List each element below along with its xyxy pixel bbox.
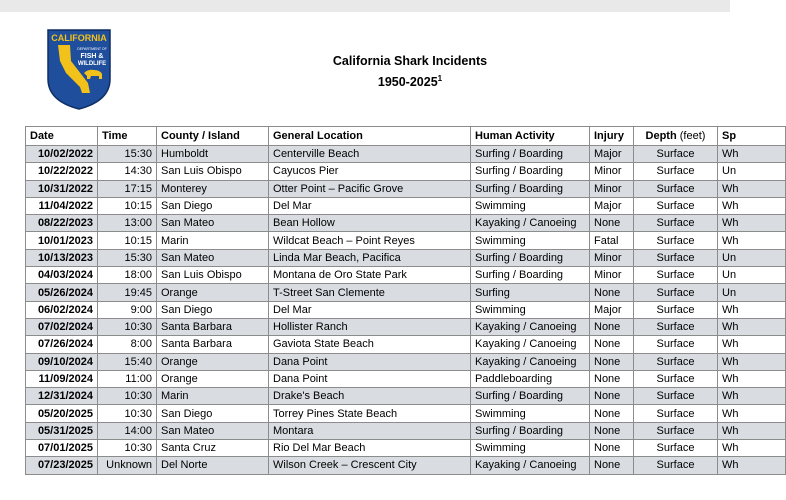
table-body: [26, 146, 786, 475]
cell-county: San Diego: [157, 405, 269, 422]
logo-title-text: CALIFORNIA: [51, 33, 107, 43]
cell-time: 15:30: [98, 146, 157, 163]
cell-location: Montana de Oro State Park: [269, 267, 471, 284]
cell-species: Wh: [718, 215, 786, 232]
cell-time: 10:30: [98, 318, 157, 335]
cell-activity: Swimming: [471, 440, 590, 457]
cell-activity: Swimming: [471, 197, 590, 214]
cell-activity: Kayaking / Canoeing: [471, 457, 590, 474]
cell-depth: Surface: [634, 457, 718, 474]
cell-injury: None: [590, 318, 634, 335]
cell-species: Wh: [718, 146, 786, 163]
cell-date: 05/20/2025: [26, 405, 98, 422]
cell-time: 13:00: [98, 215, 157, 232]
cell-depth: Surface: [634, 301, 718, 318]
cell-date: 07/02/2024: [26, 318, 98, 335]
table-row: [26, 457, 786, 474]
cell-injury: Minor: [590, 267, 634, 284]
cell-date: 10/13/2023: [26, 249, 98, 266]
cell-injury: None: [590, 336, 634, 353]
cell-depth: Surface: [634, 146, 718, 163]
table-header-row: [26, 127, 786, 146]
cell-date: 09/10/2024: [26, 353, 98, 370]
table-row: [26, 422, 786, 439]
cell-injury: None: [590, 215, 634, 232]
cell-activity: Surfing / Boarding: [471, 146, 590, 163]
cell-injury: Major: [590, 146, 634, 163]
cell-injury: Minor: [590, 249, 634, 266]
cell-species: Wh: [718, 353, 786, 370]
cell-activity: Surfing / Boarding: [471, 249, 590, 266]
cell-injury: Major: [590, 301, 634, 318]
cell-activity: Kayaking / Canoeing: [471, 336, 590, 353]
cell-date: 10/02/2022: [26, 146, 98, 163]
cell-activity: Swimming: [471, 405, 590, 422]
cell-time: 9:00: [98, 301, 157, 318]
top-toolbar-strip: [0, 0, 730, 12]
cell-depth: Surface: [634, 336, 718, 353]
cell-activity: Kayaking / Canoeing: [471, 215, 590, 232]
cell-location: Drake's Beach: [269, 388, 471, 405]
cell-injury: None: [590, 422, 634, 439]
cell-location: Hollister Ranch: [269, 318, 471, 335]
cell-depth: Surface: [634, 405, 718, 422]
col-header-injury: Injury: [590, 127, 634, 146]
cell-county: Marin: [157, 388, 269, 405]
document-title: [290, 52, 530, 91]
cell-depth: Surface: [634, 284, 718, 301]
cell-species: Wh: [718, 457, 786, 474]
cell-location: T-Street San Clemente: [269, 284, 471, 301]
cell-county: Santa Barbara: [157, 336, 269, 353]
table-row: [26, 336, 786, 353]
cell-activity: Swimming: [471, 301, 590, 318]
title-line-1: California Shark Incidents: [332, 54, 488, 68]
cell-time: 18:00: [98, 267, 157, 284]
cell-time: 11:00: [98, 370, 157, 387]
table-row: [26, 163, 786, 180]
logo-dept-text: DEPARTMENT OF: [77, 47, 107, 51]
cell-date: 08/22/2023: [26, 215, 98, 232]
cell-date: 07/23/2025: [26, 457, 98, 474]
cell-species: Un: [718, 267, 786, 284]
col-header-depth-label: Depth: [645, 130, 677, 142]
title-footnote-mark: 1: [437, 74, 443, 83]
cell-species: Un: [718, 284, 786, 301]
table-row: [26, 284, 786, 301]
cell-depth: Surface: [634, 232, 718, 249]
cell-species: Wh: [718, 318, 786, 335]
cell-depth: Surface: [634, 353, 718, 370]
cell-date: 11/09/2024: [26, 370, 98, 387]
cell-depth: Surface: [634, 215, 718, 232]
col-header-species: Sp: [718, 127, 786, 146]
table-row: [26, 146, 786, 163]
cell-time: 10:30: [98, 440, 157, 457]
cell-activity: Surfing / Boarding: [471, 180, 590, 197]
logo-wildlife-text: WILDLIFE: [77, 61, 107, 67]
incidents-table: [25, 126, 786, 475]
cell-date: 05/26/2024: [26, 284, 98, 301]
table-row: [26, 301, 786, 318]
cell-time: 15:40: [98, 353, 157, 370]
table-row: [26, 318, 786, 335]
cell-location: Bean Hollow: [269, 215, 471, 232]
cell-activity: Swimming: [471, 232, 590, 249]
cell-location: Montara: [269, 422, 471, 439]
cell-county: Orange: [157, 370, 269, 387]
cell-date: 11/04/2022: [26, 197, 98, 214]
cell-county: San Diego: [157, 301, 269, 318]
cell-location: Wildcat Beach – Point Reyes: [269, 232, 471, 249]
cell-depth: Surface: [634, 180, 718, 197]
title-years: 1950-2025: [377, 75, 438, 90]
cell-county: San Luis Obispo: [157, 267, 269, 284]
cell-depth: Surface: [634, 163, 718, 180]
cell-species: Wh: [718, 388, 786, 405]
cell-species: Wh: [718, 197, 786, 214]
cell-depth: Surface: [634, 422, 718, 439]
cell-location: Wilson Creek – Crescent City: [269, 457, 471, 474]
cell-county: Del Norte: [157, 457, 269, 474]
cell-depth: Surface: [634, 249, 718, 266]
cell-date: 10/22/2022: [26, 163, 98, 180]
table-row: [26, 370, 786, 387]
cell-species: Un: [718, 249, 786, 266]
cdfw-logo: [44, 27, 114, 111]
cell-date: 10/31/2022: [26, 180, 98, 197]
cell-location: Dana Point: [269, 353, 471, 370]
table-row: [26, 388, 786, 405]
cell-injury: None: [590, 405, 634, 422]
cell-species: Wh: [718, 422, 786, 439]
cell-location: Gaviota State Beach: [269, 336, 471, 353]
cell-injury: Minor: [590, 163, 634, 180]
cell-county: Orange: [157, 284, 269, 301]
cell-county: Orange: [157, 353, 269, 370]
cdfw-logo-badge: [44, 27, 114, 111]
cell-species: Wh: [718, 405, 786, 422]
cell-date: 06/02/2024: [26, 301, 98, 318]
cell-date: 05/31/2025: [26, 422, 98, 439]
cell-county: San Mateo: [157, 422, 269, 439]
cell-location: Del Mar: [269, 197, 471, 214]
col-header-depth-unit: (feet): [679, 130, 706, 142]
col-header-county: County / Island: [157, 127, 269, 146]
table-row: [26, 353, 786, 370]
cell-time: 14:30: [98, 163, 157, 180]
table-row: [26, 232, 786, 249]
cell-time: 10:15: [98, 232, 157, 249]
title-line-2: [290, 70, 530, 91]
cell-injury: None: [590, 457, 634, 474]
logo-fish-text: FISH &: [80, 53, 104, 60]
cell-county: San Mateo: [157, 249, 269, 266]
cell-time: 10:30: [98, 405, 157, 422]
cell-time: 10:15: [98, 197, 157, 214]
table-row: [26, 249, 786, 266]
table-row: [26, 180, 786, 197]
cell-injury: None: [590, 284, 634, 301]
cell-county: Santa Barbara: [157, 318, 269, 335]
cell-activity: Surfing / Boarding: [471, 267, 590, 284]
cell-injury: None: [590, 353, 634, 370]
cell-time: 19:45: [98, 284, 157, 301]
cell-location: Cayucos Pier: [269, 163, 471, 180]
cell-activity: Surfing: [471, 284, 590, 301]
cell-location: Otter Point – Pacific Grove: [269, 180, 471, 197]
cell-date: 10/01/2023: [26, 232, 98, 249]
cell-date: 07/01/2025: [26, 440, 98, 457]
cell-species: Wh: [718, 370, 786, 387]
cell-time: 8:00: [98, 336, 157, 353]
cell-species: Wh: [718, 180, 786, 197]
cell-activity: Kayaking / Canoeing: [471, 318, 590, 335]
cell-county: San Luis Obispo: [157, 163, 269, 180]
cell-depth: Surface: [634, 318, 718, 335]
cell-depth: Surface: [634, 370, 718, 387]
cell-species: Wh: [718, 440, 786, 457]
cell-injury: Minor: [590, 180, 634, 197]
cell-county: San Mateo: [157, 215, 269, 232]
cell-activity: Kayaking / Canoeing: [471, 353, 590, 370]
table-row: [26, 440, 786, 457]
cell-activity: Surfing / Boarding: [471, 163, 590, 180]
cell-location: Linda Mar Beach, Pacifica: [269, 249, 471, 266]
col-header-time: Time: [98, 127, 157, 146]
col-header-depth: [634, 127, 718, 146]
col-header-date: Date: [26, 127, 98, 146]
cell-time: 15:30: [98, 249, 157, 266]
cell-species: Wh: [718, 232, 786, 249]
cell-county: Marin: [157, 232, 269, 249]
cell-injury: None: [590, 388, 634, 405]
cell-depth: Surface: [634, 267, 718, 284]
table-row: [26, 405, 786, 422]
table-row: [26, 197, 786, 214]
cell-time: 10:30: [98, 388, 157, 405]
cell-time: 14:00: [98, 422, 157, 439]
cell-injury: Fatal: [590, 232, 634, 249]
cell-depth: Surface: [634, 197, 718, 214]
cell-depth: Surface: [634, 388, 718, 405]
cell-location: Dana Point: [269, 370, 471, 387]
cell-time: 17:15: [98, 180, 157, 197]
cell-county: Monterey: [157, 180, 269, 197]
cell-location: Del Mar: [269, 301, 471, 318]
cell-time: Unknown: [98, 457, 157, 474]
col-header-activity: Human Activity: [471, 127, 590, 146]
cell-activity: Surfing / Boarding: [471, 422, 590, 439]
table-row: [26, 267, 786, 284]
cell-injury: None: [590, 440, 634, 457]
cell-location: Centerville Beach: [269, 146, 471, 163]
cell-species: Un: [718, 163, 786, 180]
cell-county: Humboldt: [157, 146, 269, 163]
cell-date: 07/26/2024: [26, 336, 98, 353]
cell-species: Wh: [718, 336, 786, 353]
cell-date: 12/31/2024: [26, 388, 98, 405]
cell-location: Rio Del Mar Beach: [269, 440, 471, 457]
cell-injury: Major: [590, 197, 634, 214]
cell-county: San Diego: [157, 197, 269, 214]
table-row: [26, 215, 786, 232]
cell-location: Torrey Pines State Beach: [269, 405, 471, 422]
cell-activity: Surfing / Boarding: [471, 388, 590, 405]
cell-activity: Paddleboarding: [471, 370, 590, 387]
incidents-table-container: [25, 126, 739, 476]
cell-injury: None: [590, 370, 634, 387]
cell-date: 04/03/2024: [26, 267, 98, 284]
cell-county: Santa Cruz: [157, 440, 269, 457]
cell-species: Wh: [718, 301, 786, 318]
cell-depth: Surface: [634, 440, 718, 457]
col-header-location: General Location: [269, 127, 471, 146]
